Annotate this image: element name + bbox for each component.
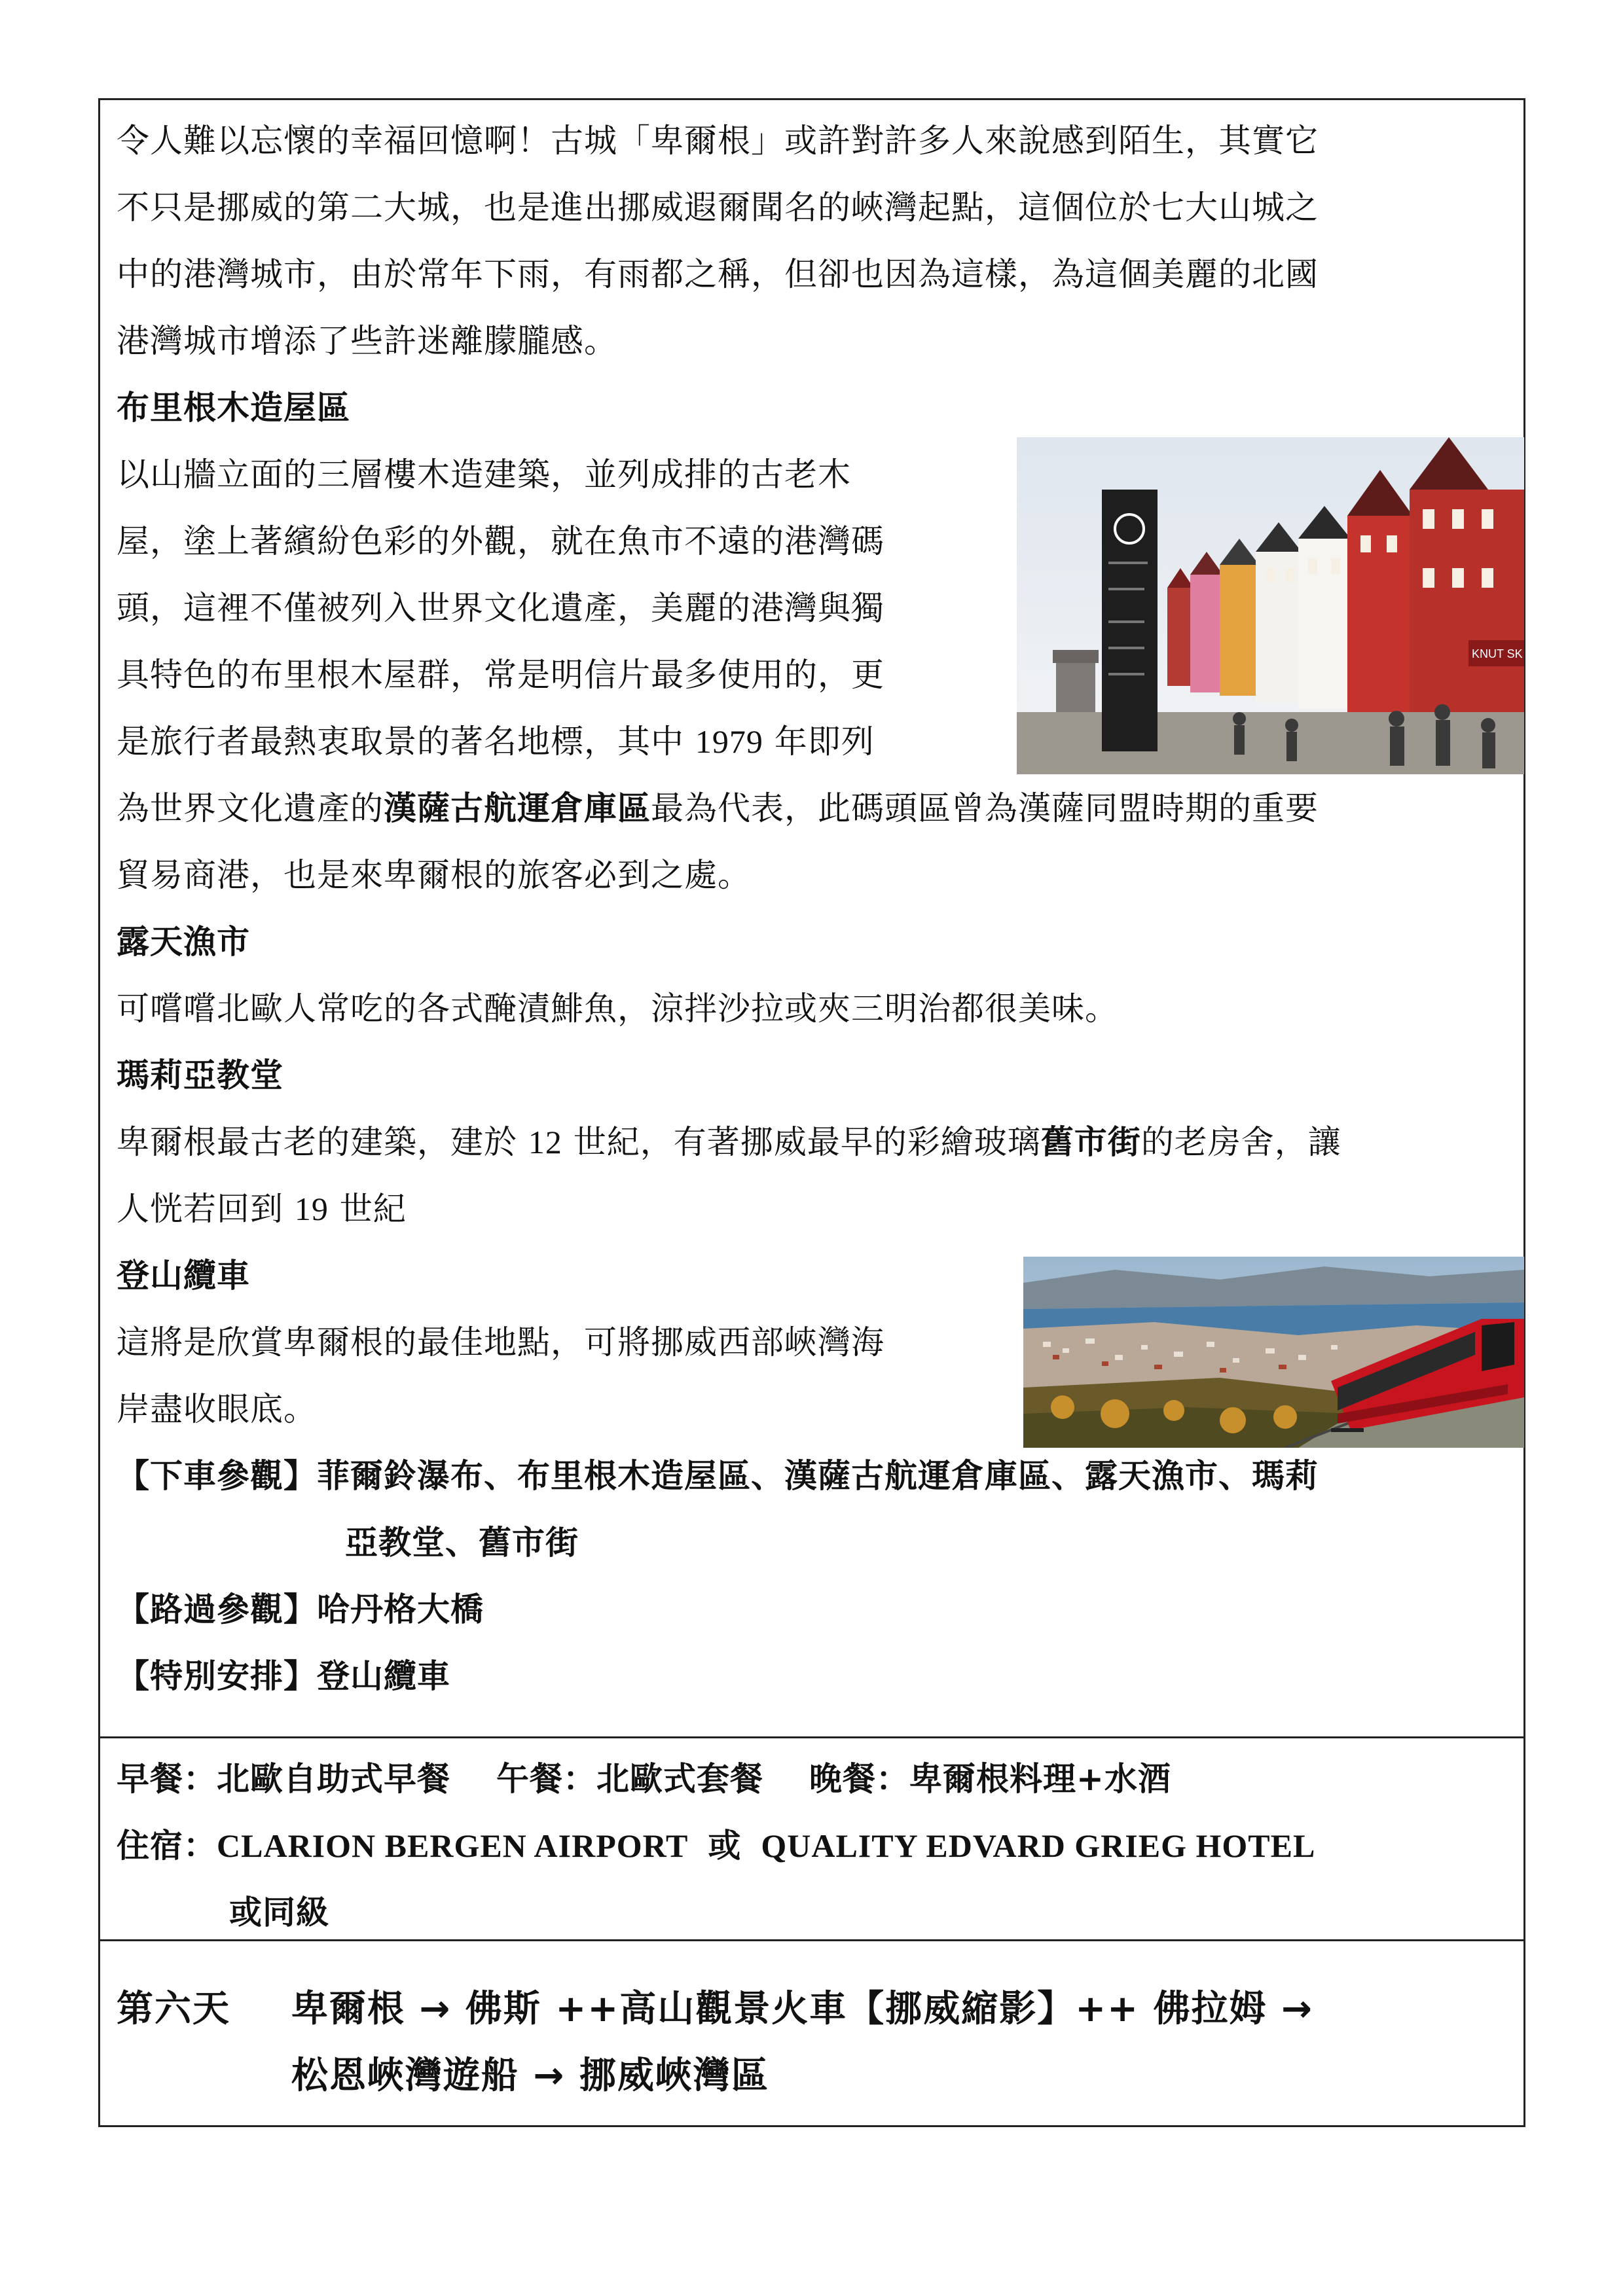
bryggen-line-2: 屋，塗上著繽紛色彩的外觀，就在魚市不遠的港灣碼 — [117, 522, 884, 560]
intro-line-2: 不只是挪威的第二大城，也是進出挪威遐爾聞名的峽灣起點，這個位於七大山城之 — [117, 188, 1319, 226]
funicular-line-1: 這將是欣賞卑爾根的最佳地點，可將挪威西部峽灣海 — [117, 1323, 884, 1361]
day6-route-line-1: 卑爾根 → 佛斯 ++高山觀景火車【挪威縮影】++ 佛拉姆 → — [291, 1988, 1314, 2030]
lodging-or-same: 或同級 — [229, 1893, 329, 1931]
hotel-1: CLARION BERGEN AIRPORT — [217, 1827, 689, 1864]
pass-visit-row — [117, 1590, 484, 1629]
lodging-label: 住宿： — [117, 1827, 217, 1865]
mary-church-line-2: 人恍若回到 19 世紀 — [117, 1190, 407, 1228]
intro-line-3: 中的港灣城市，由於常年下雨，有雨都之稱，但卻也因為這樣，為這個美麗的北國 — [117, 255, 1319, 293]
mary-church-title: 瑪莉亞教堂 — [117, 1056, 283, 1094]
divider-meals — [98, 1736, 1525, 1738]
breakfast-text: 早餐：北歐自助式早餐 — [117, 1760, 450, 1798]
lunch-text: 午餐：北歐式套餐 — [496, 1760, 763, 1798]
fish-market-title: 露天漁市 — [117, 923, 250, 961]
intro-line-4: 港灣城市增添了些許迷離朦朧感。 — [117, 322, 617, 360]
bryggen-line-7: 貿易商港，也是來卑爾根的旅客必到之處。 — [117, 856, 751, 894]
bryggen-line-5: 是旅行者最熱衷取景的著名地標，其中 1979 年即列 — [117, 723, 875, 761]
special-arrangement-row — [117, 1657, 450, 1696]
divider-day6 — [98, 1939, 1525, 1941]
day6-route-line-2: 松恩峽灣遊船 → 挪威峽灣區 — [291, 2054, 769, 2097]
hanseatic-wharf-highlight: 漢薩古航運倉庫區 — [384, 789, 651, 827]
pass-visit-label: 【路過參觀】 — [117, 1590, 317, 1628]
mary-church-line-1: 卑爾根最古老的建築，建於 12 世紀，有著挪威最早的彩繪玻璃舊市街的老房舍，讓 — [117, 1123, 1341, 1161]
old-town-highlight: 舊市街 — [1040, 1123, 1141, 1161]
funicular-title: 登山纜車 — [117, 1257, 250, 1295]
stop-visit-value: 菲爾鈴瀑布、布里根木造屋區、漢薩古航運倉庫區、露天漁市、瑪莉 — [317, 1457, 1319, 1495]
bryggen-line-3: 頭，這裡不僅被列入世界文化遺產，美麗的港灣與獨 — [117, 589, 884, 627]
bryggen-line-4: 具特色的布里根木屋群，常是明信片最多使用的，更 — [117, 656, 884, 694]
stop-visit-label: 【下車參觀】 — [117, 1457, 317, 1495]
bryggen-title: 布里根木造屋區 — [117, 389, 350, 427]
hotel-2: QUALITY EDVARD GRIEG HOTEL — [761, 1827, 1316, 1864]
funicular-photo — [1023, 1257, 1524, 1448]
dinner-text: 晚餐：卑爾根料理+水酒 — [809, 1760, 1171, 1798]
lodging-row: 住宿：CLARION BERGEN AIRPORT 或 QUALITY EDVARD GRIEG HOTEL — [117, 1827, 1316, 1865]
stop-visit-row-cont: 亞教堂、舊市街 — [345, 1524, 579, 1562]
bryggen-line-6: 為世界文化遺產的漢薩古航運倉庫區最為代表，此碼頭區曾為漢薩同盟時期的重要 — [117, 789, 1319, 827]
funicular-line-2: 岸盡收眼底。 — [117, 1390, 317, 1428]
stop-visit-row — [117, 1456, 1319, 1496]
bryggen-line-1: 以山牆立面的三層樓木造建築，並列成排的古老木 — [117, 456, 851, 493]
day6-label: 第六天 — [117, 1988, 230, 2030]
special-arrangement-label: 【特別安排】 — [117, 1657, 317, 1695]
special-arrangement-value: 登山纜車 — [317, 1657, 450, 1695]
meals-row — [117, 1759, 1171, 1799]
bryggen-photo — [1017, 437, 1524, 774]
fish-market-line-1: 可嚐嚐北歐人常吃的各式醃漬鯡魚，涼拌沙拉或夾三明治都很美味。 — [117, 990, 1118, 1028]
pass-visit-value: 哈丹格大橋 — [317, 1590, 484, 1628]
intro-line-1: 令人難以忘懷的幸福回憶啊！古城「卑爾根」或許對許多人來說感到陌生，其實它 — [117, 122, 1319, 160]
svg-text:KNUT SK: KNUT SK — [1472, 647, 1523, 660]
